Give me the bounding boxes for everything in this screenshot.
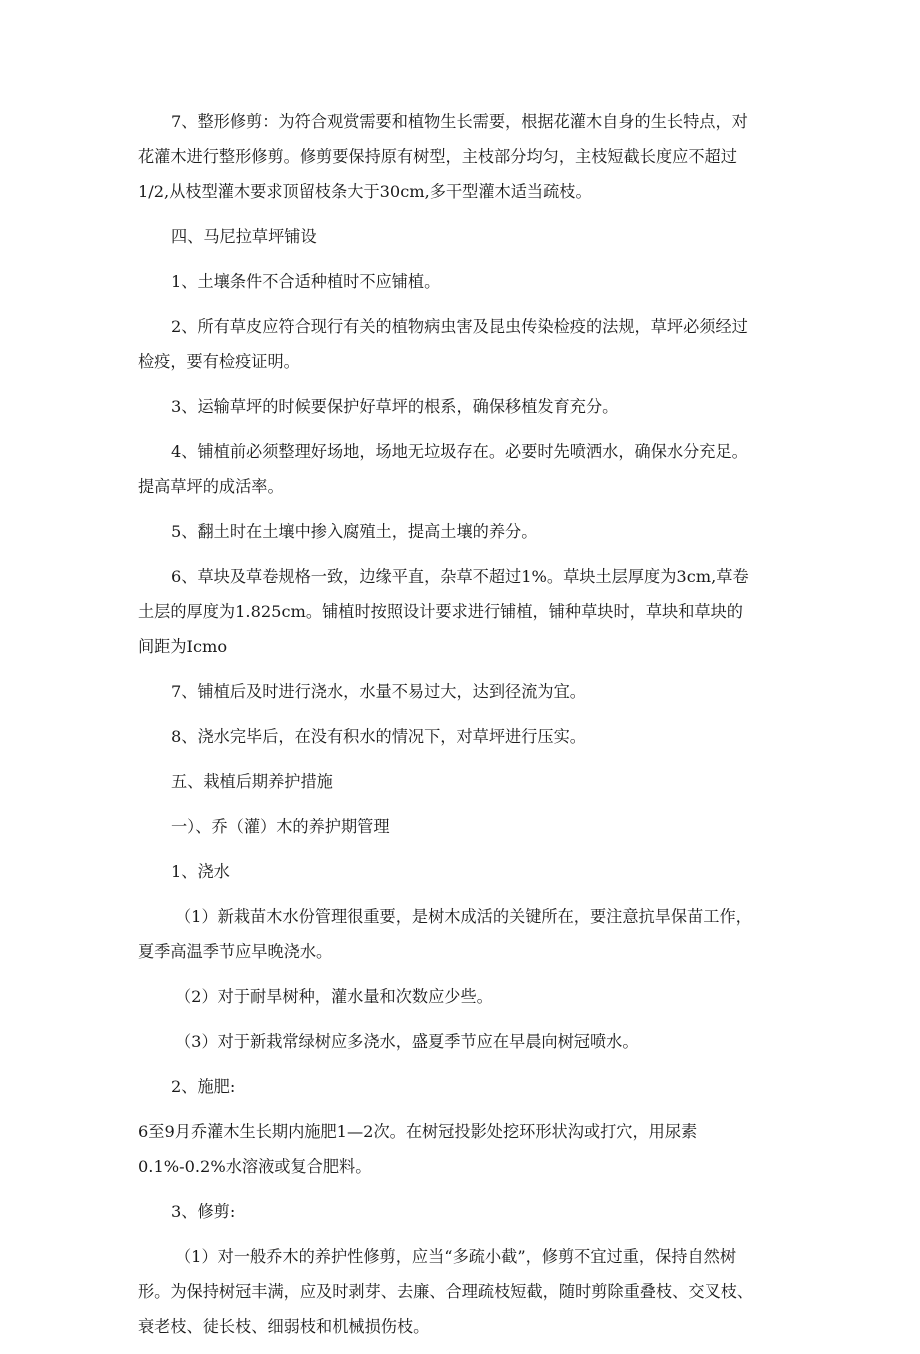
section-heading-maintenance: 五、栽植后期养护措施 xyxy=(171,772,333,791)
paragraph-lawn-5 xyxy=(138,514,784,549)
text-line: 7、铺植后及时进行浇水，水量不易过大，达到径流为宜。 xyxy=(171,682,586,701)
paragraph-lawn-2 xyxy=(138,309,784,379)
text-line: 6、草块及草卷规格一致，边缘平直，杂草不超过1%。草块土层厚度为3cm,草卷 xyxy=(171,567,749,586)
paragraph-lawn-1 xyxy=(138,264,784,299)
text-line: 土层的厚度为1.825cm。铺植时按照设计要求进行铺植，铺种草块时，草块和草块的 xyxy=(138,602,743,621)
subsection-heading-trees: 一）、乔（灌）木的养护期管理 xyxy=(171,817,390,836)
text-line: 1、土壤条件不合适种植时不应铺植。 xyxy=(171,272,441,291)
text-line: 检疫，要有检疫证明。 xyxy=(138,352,300,371)
text-line: （1）对一般乔木的养护性修剪，应当“多疏小截”，修剪不宜过重，保持自然树 xyxy=(175,1247,737,1266)
paragraph-trimming-1 xyxy=(138,1239,784,1344)
text-line: （3）对于新栽常绿树应多浇水，盛夏季节应在早晨向树冠喷水。 xyxy=(175,1032,639,1051)
paragraph-lawn-7 xyxy=(138,674,784,709)
section-heading-lawn: 四、马尼拉草坪铺设 xyxy=(171,227,317,246)
text-line: （2）对于耐旱树种，灌水量和次数应少些。 xyxy=(175,987,493,1006)
text-line: 间距为Icmo xyxy=(138,637,228,656)
text-line: 形。为保持树冠丰满，应及时剥芽、去廉、合理疏枝短截，随时剪除重叠枝、交叉枝、 xyxy=(138,1282,754,1301)
paragraph-pruning xyxy=(138,104,784,209)
paragraph-watering-2 xyxy=(138,979,784,1014)
text-line: 夏季高温季节应早晚浇水。 xyxy=(138,942,333,961)
text-line: 3、运输草坪的时候要保护好草坪的根系，确保移植发育充分。 xyxy=(171,397,619,416)
text-line: 1/2,从枝型灌木要求顶留枝条大于30cm,多干型灌木适当疏枝。 xyxy=(138,182,592,201)
text-line: 衰老枝、徒长枝、细弱枝和机械损伤枝。 xyxy=(138,1317,430,1336)
text-line: 4、铺植前必须整理好场地，场地无垃圾存在。必要时先喷洒水，确保水分充足。 xyxy=(171,442,748,461)
text-line: 6至9月乔灌木生长期内施肥1—2次。在树冠投影处挖环形状沟或打穴，用尿素 xyxy=(138,1122,698,1141)
subsection-heading-fertilizing: 2、施肥: xyxy=(171,1077,236,1096)
document-page xyxy=(138,104,784,1354)
text-line: 8、浇水完毕后，在没有积水的情况下，对草坪进行压实。 xyxy=(171,727,586,746)
text-line: 提高草坪的成活率。 xyxy=(138,477,284,496)
paragraph-lawn-6 xyxy=(138,559,784,664)
paragraph-lawn-3 xyxy=(138,389,784,424)
paragraph-fertilizing xyxy=(138,1114,784,1184)
text-line: 7、整形修剪：为符合观赏需要和植物生长需要，根据花灌木自身的生长特点，对 xyxy=(171,112,748,131)
text-line: 2、所有草皮应符合现行有关的植物病虫害及昆虫传染检疫的法规，草坪必须经过 xyxy=(171,317,748,336)
paragraph-watering-1 xyxy=(138,899,784,969)
paragraph-watering-3 xyxy=(138,1024,784,1059)
paragraph-lawn-8 xyxy=(138,719,784,754)
subsection-heading-trimming: 3、修剪: xyxy=(171,1202,236,1221)
subsection-heading-watering: 1、浇水 xyxy=(171,862,230,881)
text-line: 5、翻土时在土壤中掺入腐殖土，提高土壤的养分。 xyxy=(171,522,538,541)
text-line: 0.1%-0.2%水溶液或复合肥料。 xyxy=(138,1157,372,1176)
text-line: （1）新栽苗木水份管理很重要，是树木成活的关键所在，要注意抗旱保苗工作， xyxy=(175,907,752,926)
paragraph-lawn-4 xyxy=(138,434,784,504)
text-line: 花灌木进行整形修剪。修剪要保持原有树型，主枝部分均匀，主枝短截长度应不超过 xyxy=(138,147,737,166)
